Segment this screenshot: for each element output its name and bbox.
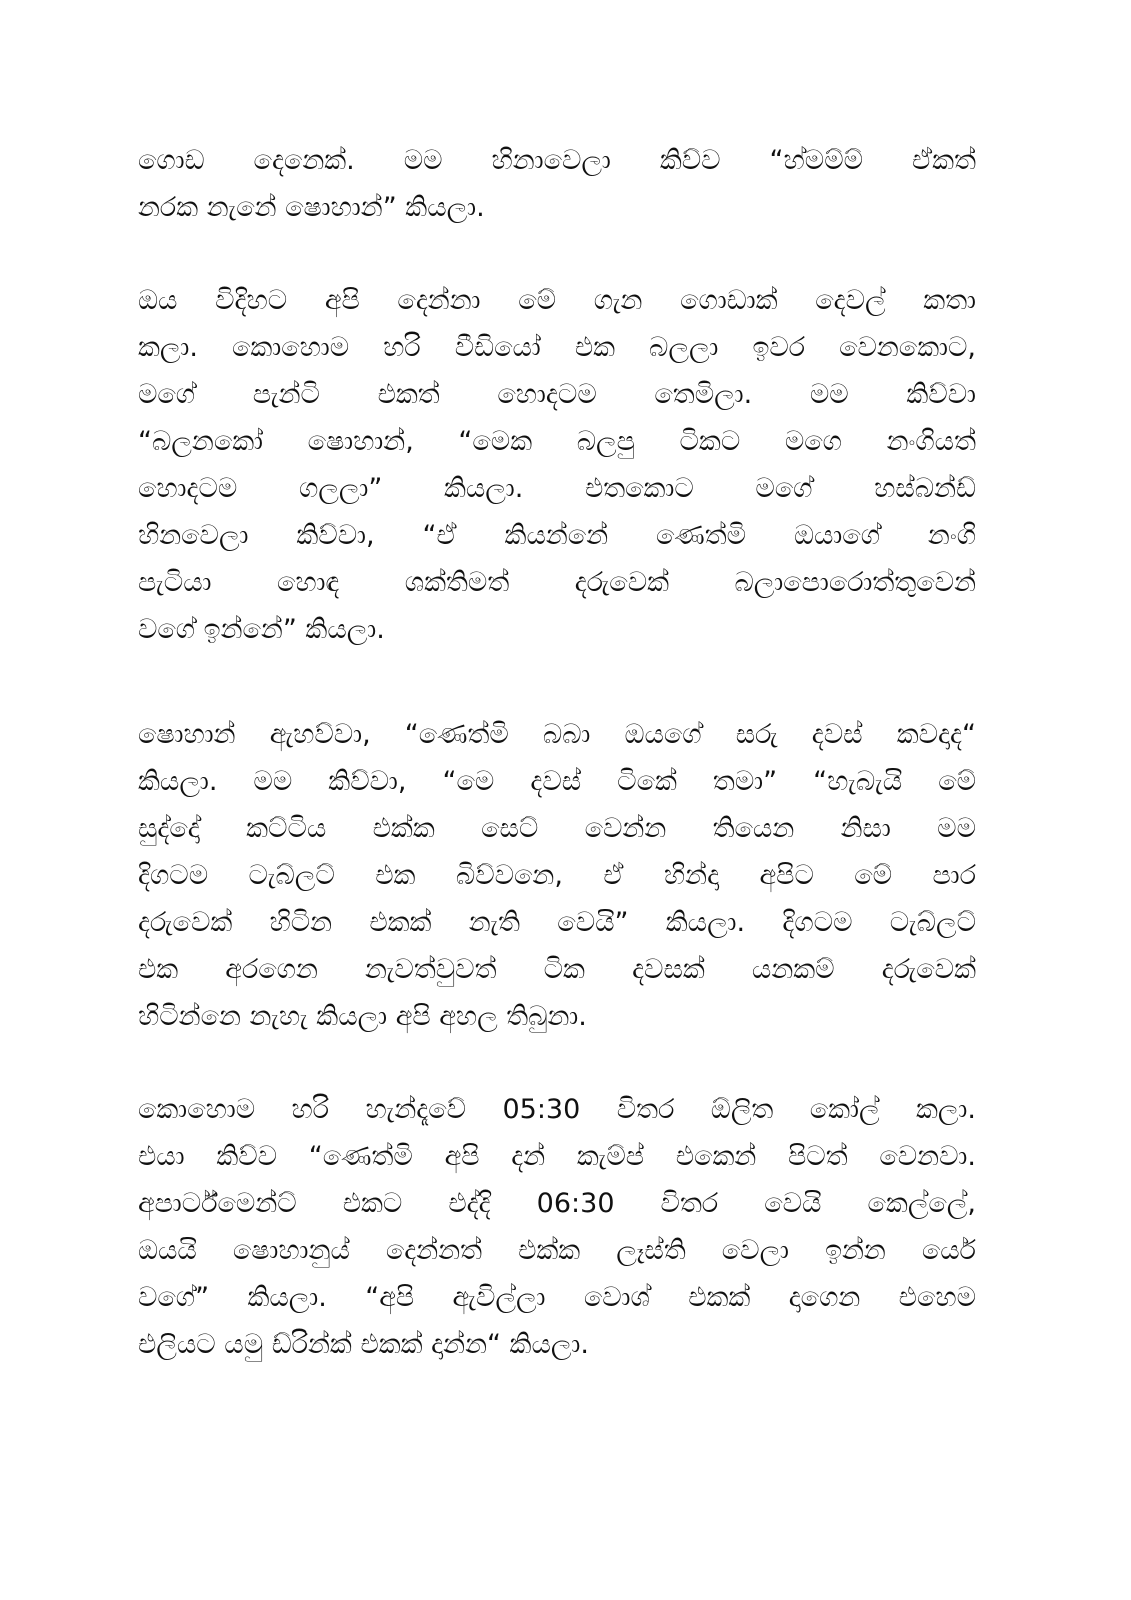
text-line: “බලනකෝ ෂොහාන්, “මෙක බලපු ටිකට මගෙ නංගියත් [138,426,976,457]
text-line: අපාර්ට්මෙන්ට් එකට එද්දි 06:30 විතර වෙයි කෙල්ලේ, [138,1188,976,1219]
paragraph-3 [138,711,976,1040]
text-line: සුද්දෝ කට්ටිය එක්ක සෙට් වෙන්න තියෙන නිසා මම [138,813,976,844]
text-line: එයා කිව්ව “ණෙත්මි අපි දන් කැම්ප් එකෙන් පිටත් වෙනවා. [138,1141,976,1172]
text-line: ගොඩ දෙනෙක්. මම හිනාවෙලා කිව්ව “හ්මම්ම් ඒකත් [138,145,976,176]
text-line: දිගටම ටැබ්ලට් එක බිව්වනෙ, ඒ හින්දා අපිට මේ පාර [138,860,976,891]
text-line: මගේ පැන්ටි එකත් හොදටම තෙමිලා. මම කිව්වා [138,379,976,410]
text-line: ඔය විදිහට අපි දෙන්නා මේ ගැන ගොඩාක් දෙවල් කතා [138,285,976,316]
text-line: නරක නැනේ ෂොහාන්” කියලා. [138,192,485,223]
text-line: හිනවෙලා කිව්වා, “ඒ කියන්නේ ණෙත්මි ඔයාගේ නංගි [138,520,976,551]
text-line: වගේ ඉන්නේ” කියලා. [138,614,385,645]
paragraph-2 [138,277,976,653]
text-line: එක අරගෙන නැවත්වුවත් ටික දවසක් යනකම් දරුවෙක් [138,954,976,985]
paragraph-1 [138,137,976,231]
text-line: කියලා. මම කිව්වා, “මෙ දවස් ටිකේ තමා” “හැබැයි මේ [138,766,976,797]
text-line: ෂොහාන් ඇහව්වා, “ණෙත්මි බබා ඔයගේ සරු දවස් කවදාද“ [138,719,976,750]
text-line: එලියට යමු ඩ්රින්ක් එකක් දාන්න“ කියලා. [138,1329,589,1360]
text-line: කොහොම හරි හැන්දෑවේ 05:30 විතර ඕලිත කෝල් කලා. [138,1094,976,1125]
text-line: පැටියා හොඳ ශක්තිමත් දරුවෙක් බලාපොරොත්තුවෙන් [138,567,976,598]
text-line: හිටින්නෙ නැහැ කියලා අපි අහල තිබුනා. [138,1001,587,1032]
text-line: දරුවෙක් හිටින එකක් නැති වෙයි” කියලා. දිගටම ටැබ්ලට් [138,907,976,938]
document-page [138,137,976,1368]
paragraph-4 [138,1086,976,1368]
text-line: හොදටම ගලලා” කියලා. එතකොට මගේ හස්බන්ඩ් [138,473,976,504]
text-line: කලා. කොහොම හරි වීඩියෝ එක බලලා ඉවර වෙනකොට, [138,332,976,363]
text-line: ඔයයි ෂොහානුය් දෙන්නත් එක්ක ලෑස්ති වෙලා ඉන්න ර්යෙ [138,1235,976,1266]
text-line: වගේ” කියලා. “අපි ඇවිල්ලා වොශ් එකක් දාගෙන එහෙම [138,1282,976,1313]
